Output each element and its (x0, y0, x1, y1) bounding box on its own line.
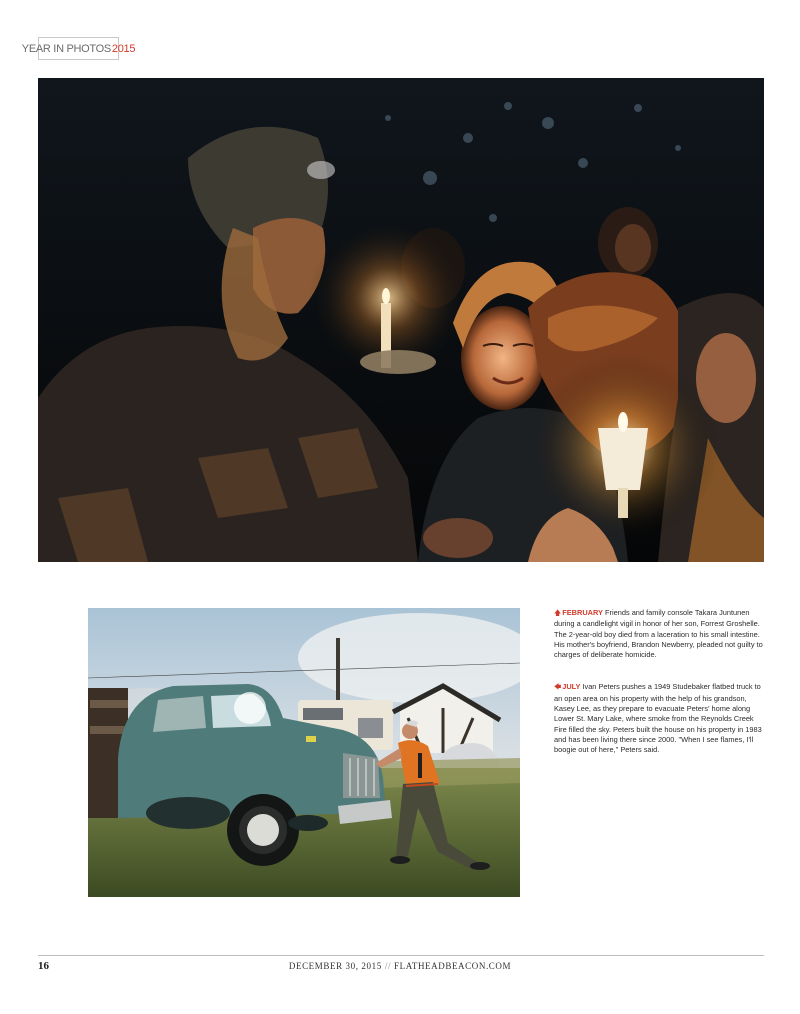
caption-text: Friends and family console Takara Juntunen during a candlelight vigil in honor of her son, Forrest Groshelle. The 2-year-old boy died from a laceration to his small intestine. His mother's boyfriend, Brandon Newberry, pleaded not guilty to charges of deliberate homicide. (554, 608, 763, 660)
caption-july (554, 682, 766, 755)
photo-candlelight-vigil (38, 78, 764, 562)
issue-date: DECEMBER 30, 2015 (288, 961, 382, 971)
page-number: 16 (38, 960, 49, 972)
section-year: 2015 (111, 42, 136, 55)
caption-text: Ivan Peters pushes a 1949 Studebaker flatbed truck to an open area on his property with the help of his grandson, Kasey Lee, as they prepare to evacuate Peters' home along Lower St. Mary Lake, where smoke from the Reynolds Creek Fire filled the sky. Peters built the house on his property in 1983 and has been living there since 2000. "When I see flames, I'll boogie out of here," Peters said. (554, 682, 762, 755)
footer-divider (38, 955, 764, 956)
footer-info (0, 961, 800, 971)
footer-separator: // (384, 961, 392, 971)
caption-month: FEBRUARY (562, 608, 603, 617)
section-label: YEAR IN PHOTOS (21, 42, 111, 55)
site-url: FLATHEADBEACON.COM (394, 961, 512, 971)
photo-vintage-truck (88, 608, 520, 897)
caption-month: JULY (562, 682, 581, 692)
caption-february (554, 608, 766, 660)
arrow-left-icon: 🡄 (554, 684, 562, 692)
arrow-up-icon: 🡅 (554, 610, 562, 617)
section-tag (21, 37, 136, 60)
captions (554, 608, 766, 778)
